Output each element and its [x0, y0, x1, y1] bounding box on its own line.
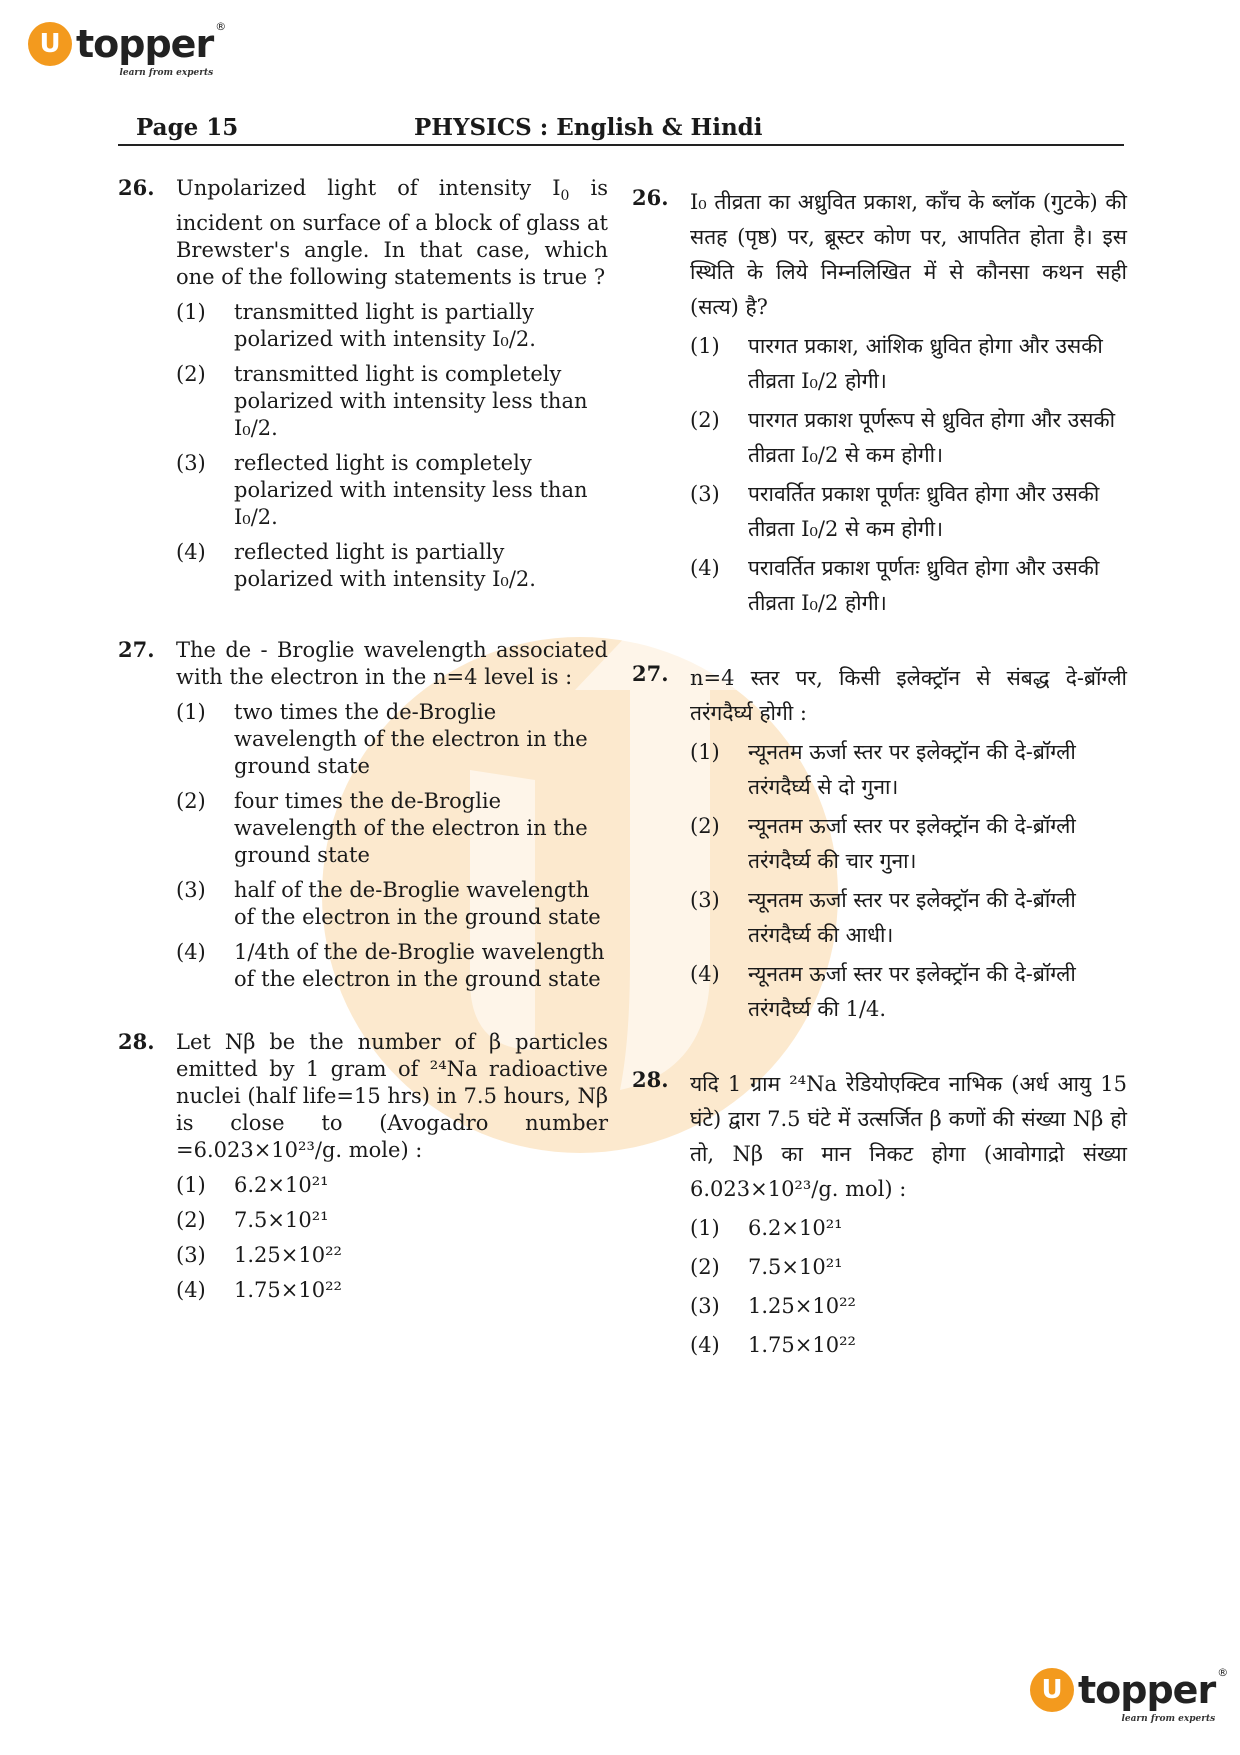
logo-wordmark [1078, 1666, 1228, 1724]
option: (1) 6.2×10²¹ [690, 1216, 843, 1240]
option: (2) पारगत प्रकाश पूर्णरूप से ध्रुवित होगा और उसकी तीव्रता I₀/2 से कम होगी। [690, 408, 1116, 467]
option: (1) two times the de-Broglie wavelength of the electron in the ground state [176, 700, 588, 779]
logo-tagline: learn from experts [119, 68, 214, 78]
option: (3) न्यूनतम ऊर्जा स्तर पर इलेक्ट्रॉन की दे-ब्रॉग्ली तरंगदैर्घ्य की आधी। [690, 888, 1076, 947]
logo-reg-mark: ® [215, 20, 226, 33]
option: (1) 6.2×10²¹ [176, 1173, 329, 1198]
logo-name: topper [76, 22, 214, 66]
logo-u-icon: U [1030, 1668, 1074, 1712]
english-column [118, 175, 608, 1332]
question-28-en [118, 1029, 608, 1304]
question-26-hi [632, 185, 1127, 621]
option: (3) reflected light is completely polarized with intensity less than I₀/2. [176, 451, 588, 530]
page-number: Page 15 [136, 114, 239, 141]
question-number: 26. [632, 185, 669, 210]
option: (4) reflected light is partially polarized with intensity I₀/2. [176, 540, 536, 592]
question-27-hi [632, 661, 1127, 1027]
question-text: Unpolarized light of intensity $I_0$ is incident on surface of a block of glass at Brewster's angle. In that case, which one of the following statements is true ? [176, 176, 609, 290]
option: (2) transmitted light is completely polarized with intensity less than I₀/2. [176, 362, 588, 441]
option: (3) half of the de-Broglie wavelength of the electron in the ground state [176, 878, 601, 930]
question-text: The de - Broglie wavelength associated with the electron in the n=4 level is : [176, 638, 608, 690]
question-text: यदि 1 ग्राम ²⁴Na रेडियोएक्टिव नाभिक (अर्ध आयु 15 घंटे) द्वारा 7.5 घंटे में उत्सर्जित β कणों की संख्या Nβ हो तो, Nβ का मान निकट होगा (आवोगाद्रो संख्या 6.023×10²³/g. mol) : [690, 1072, 1127, 1201]
question-text: I₀ तीव्रता का अध्रुवित प्रकाश, काँच के ब्लॉक (गुटके) की सतह (पृष्ठ) पर, ब्रूस्टर कोण पर, आपतित होता है। इस स्थिति के लिये निम्नलिखित में से कौनसा कथन सही (सत्य) है? [690, 190, 1127, 319]
question-number: 26. [118, 175, 155, 200]
logo-wordmark [76, 20, 226, 78]
page-header [118, 112, 1124, 146]
question-text: n=4 स्तर पर, किसी इलेक्ट्रॉन से संबद्ध दे-ब्रॉग्ली तरंगदैर्घ्य होगी : [690, 666, 1127, 725]
hindi-column [632, 185, 1127, 1391]
option: (2) 7.5×10²¹ [690, 1255, 843, 1279]
question-26-en [118, 175, 608, 593]
option: (3) 1.25×10²² [690, 1294, 856, 1318]
logo-u-icon: U [28, 22, 72, 66]
question-28-hi [632, 1067, 1127, 1363]
logo-name: topper [1078, 1668, 1216, 1712]
option: (4) 1/4th of the de-Broglie wavelength of the electron in the ground state [176, 940, 605, 992]
brand-logo [28, 20, 226, 78]
option: (2) न्यूनतम ऊर्जा स्तर पर इलेक्ट्रॉन की दे-ब्रॉग्ली तरंगदैर्घ्य की चार गुना। [690, 814, 1076, 873]
logo-reg-mark: ® [1217, 1666, 1228, 1679]
option: (2) 7.5×10²¹ [176, 1208, 329, 1233]
option: (3) 1.25×10²² [176, 1243, 342, 1268]
option: (4) परावर्तित प्रकाश पूर्णतः ध्रुवित होगा और उसकी तीव्रता I₀/2 होगी। [690, 556, 1100, 615]
option: (3) परावर्तित प्रकाश पूर्णतः ध्रुवित होगा और उसकी तीव्रता I₀/2 से कम होगी। [690, 482, 1100, 541]
option: (1) न्यूनतम ऊर्जा स्तर पर इलेक्ट्रॉन की दे-ब्रॉग्ली तरंगदैर्घ्य से दो गुना। [690, 740, 1076, 799]
question-27-en [118, 637, 608, 993]
option: (1) पारगत प्रकाश, आंशिक ध्रुवित होगा और उसकी तीव्रता I₀/2 होगी। [690, 334, 1103, 393]
option: (4) न्यूनतम ऊर्जा स्तर पर इलेक्ट्रॉन की दे-ब्रॉग्ली तरंगदैर्घ्य की 1/4. [690, 962, 1076, 1021]
question-text: Let Nβ be the number of β particles emitted by 1 gram of ²⁴Na radioactive nuclei (half life=15 hrs) in 7.5 hours, Nβ is close to (Avogadro number =6.023×10²³/g. mole) : [176, 1030, 608, 1163]
brand-logo-footer [1030, 1666, 1228, 1724]
option: (1) transmitted light is partially polarized with intensity I₀/2. [176, 300, 536, 352]
option: (2) four times the de-Broglie wavelength of the electron in the ground state [176, 789, 588, 868]
option: (4) 1.75×10²² [690, 1333, 856, 1357]
page-title: PHYSICS : English & Hindi [414, 114, 763, 141]
option: (4) 1.75×10²² [176, 1278, 342, 1303]
question-number: 27. [632, 661, 669, 686]
question-number: 28. [632, 1067, 669, 1092]
question-number: 28. [118, 1029, 155, 1055]
question-number: 27. [118, 637, 155, 663]
logo-tagline: learn from experts [1121, 1714, 1216, 1724]
